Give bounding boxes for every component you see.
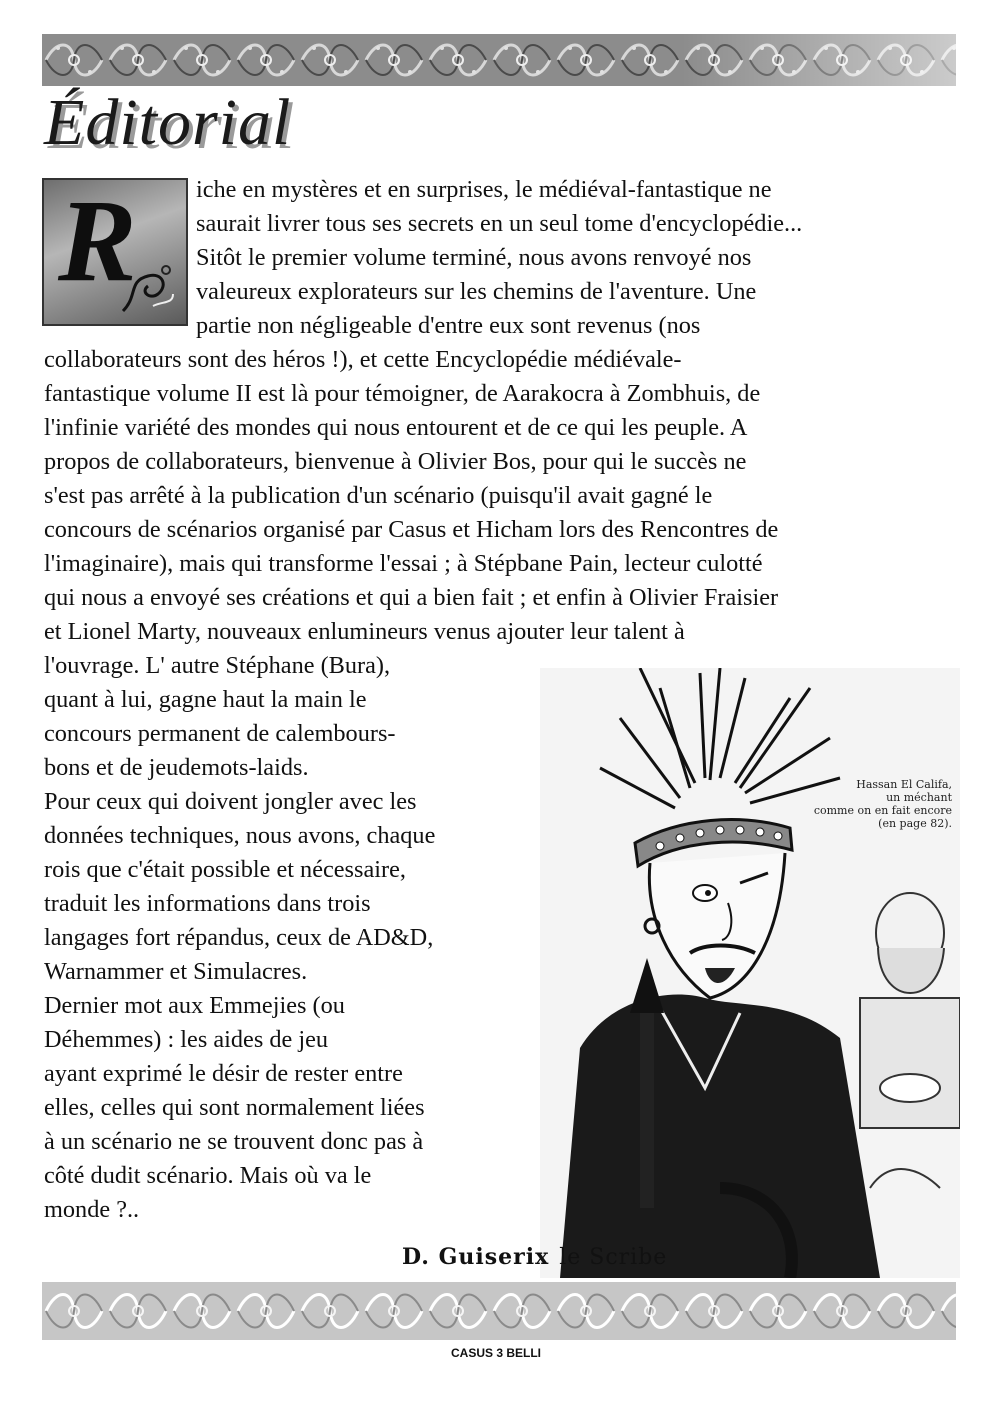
body-line: bons et de jeudemots-laids. [44, 754, 309, 781]
top-ornamental-banner [42, 34, 956, 86]
body-line: l'infinie variété des mondes qui nous entourent et de ce qui les peuple. A [44, 414, 748, 441]
body-line: langages fort répandus, ceux de AD&D, [44, 924, 434, 951]
body-line: Sitôt le premier volume terminé, nous avons renvoyé nos [196, 244, 752, 271]
drop-cap-letter: R [58, 175, 137, 306]
body-line: concours de scénarios organisé par Casus et Hicham lors des Rencontres de [44, 516, 779, 543]
villain-drawing [540, 668, 960, 1278]
signature-role: le Scribe [559, 1245, 668, 1270]
editor-signature [402, 1244, 667, 1270]
body-line: elles, celles qui sont normalement liées [44, 1094, 425, 1121]
body-line: iche en mystères et en surprises, le médiéval-fantastique ne [196, 176, 772, 203]
body-line: à un scénario ne se trouvent donc pas à [44, 1128, 424, 1155]
signature-name: D. Guiserix [402, 1244, 550, 1270]
caption-line: un méchant [886, 791, 952, 804]
caption-line: Hassan El Califa, [856, 778, 952, 791]
drop-cap-illumination [42, 175, 188, 326]
body-line: qui nous a envoyé ses créations et qui a bien fait ; et enfin à Olivier Fraisier [44, 584, 779, 611]
body-line: s'est pas arrêté à la publication d'un scénario (puisqu'il avait gagné le [44, 482, 713, 509]
body-line: traduit les informations dans trois [44, 890, 371, 917]
page-title: Éditorial [44, 86, 292, 159]
body-line: Pour ceux qui doivent jongler avec les [44, 788, 417, 815]
body-text-narrow-column [44, 649, 435, 1227]
body-line: l'imaginaire), mais qui transforme l'essai ; à Stépbane Pain, lecteur culotté [44, 550, 763, 577]
body-line: Warnammer et Simulacres. [44, 958, 308, 985]
character-illustration [540, 668, 960, 1278]
body-text-beside-dropcap [196, 173, 802, 343]
body-line: valeureux explorateurs sur les chemins de l'aventure. Une [196, 278, 757, 305]
body-line: et Lionel Marty, nouveaux enlumineurs venus ajouter leur talent à [44, 618, 685, 645]
caption-line: comme on en fait encore [813, 804, 952, 817]
body-line: données techniques, nous avons, chaque [44, 822, 436, 849]
body-line: quant à lui, gagne haut la main le [44, 686, 367, 713]
body-line: propos de collaborateurs, bienvenue à Olivier Bos, pour qui le succès ne [44, 448, 747, 475]
body-line: côté dudit scénario. Mais où va le [44, 1162, 372, 1189]
body-line: Déhemmes) : les aides de jeu [44, 1026, 329, 1053]
flourish-icon [118, 256, 178, 316]
body-line: partie non négligeable d'entre eux sont revenus (nos [196, 312, 701, 339]
body-line: saurait livrer tous ses secrets en un seul tome d'encyclopédie... [196, 210, 803, 237]
body-line: Dernier mot aux Emmejies (ou [44, 992, 345, 1019]
body-line: ayant exprimé le désir de rester entre [44, 1060, 403, 1087]
illustration-caption [802, 778, 952, 830]
body-line: l'ouvrage. L' autre Stéphane (Bura), [44, 652, 391, 679]
caption-line: (en page 82). [878, 817, 952, 830]
body-text-full-width [44, 343, 778, 649]
body-line: collaborateurs sont des héros !), et cette Encyclopédie médiévale- [44, 346, 682, 373]
body-line: monde ?.. [44, 1196, 140, 1223]
footer-magazine-name: CASUS 3 BELLI [450, 1346, 541, 1360]
body-line: concours permanent de calembours- [44, 720, 396, 747]
body-line: rois que c'était possible et nécessaire, [44, 856, 406, 883]
body-line: fantastique volume II est là pour témoigner, de Aarakocra à Zombhuis, de [44, 380, 761, 407]
bottom-ornamental-banner [42, 1282, 956, 1340]
